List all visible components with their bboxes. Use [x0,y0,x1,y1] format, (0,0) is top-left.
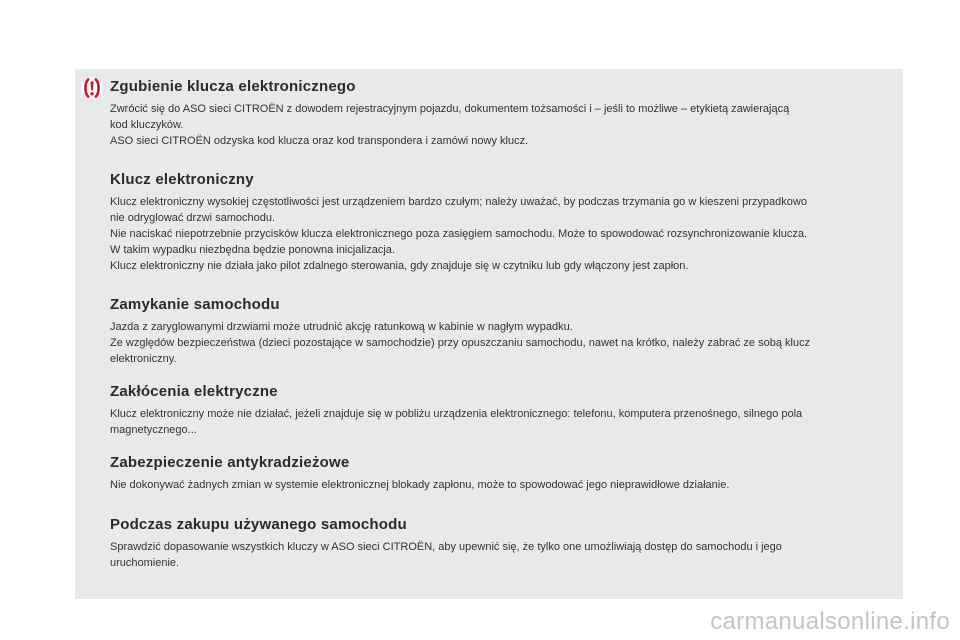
section-title: Zamykanie samochodu [110,296,280,314]
section-title: Podczas zakupu używanego samochodu [110,516,407,534]
body-line: Zwrócić się do ASO sieci CITROËN z dowodem rejestracyjnym pojazdu, dokumentem tożsamości i – jeśli to możliwe – etykietą zawierającą [110,103,790,115]
body-line: Sprawdzić dopasowanie wszystkich kluczy w ASO sieci CITROËN, aby upewnić się, że tylko one umożliwiają dostęp do samochodu i jego [110,541,782,554]
section-electrical-interference [110,381,900,439]
section-title: Zakłócenia elektryczne [110,382,278,400]
section-used-vehicle [110,514,900,572]
watermark: carmanualsonline.info [710,608,950,635]
section-title: Klucz elektroniczny [110,171,254,189]
body-line: magnetycznego... [110,423,197,436]
body-line: W takim wypadku niezbędna będzie ponowna inicjalizacja. [110,243,395,256]
body-line: Jazda z zaryglowanymi drzwiami może utrudnić akcję ratunkową w kabinie w nagłym wypadku. [110,321,573,334]
body-line: Ze względów bezpieczeństwa (dzieci pozostające w samochodzie) przy opuszczaniu samochodu, nawet na krótko, należy zabrać ze sobą klucz [110,337,811,350]
section-anti-theft [110,452,900,494]
body-line: Nie naciskać niepotrzebnie przycisków klucza elektronicznego poza zasięgiem samochodu. Może to spowodować rozsynchronizowanie klucza. [110,227,808,240]
section-title: Zabezpieczenie antykradzieżowe [110,454,350,472]
body-line: kod kluczyków. [110,118,184,131]
section-electronic-key [110,169,900,274]
body-line: Klucz elektroniczny wysokiej częstotliwości jest urządzeniem bardzo czułym; należy uważać, by podczas trzymania go w kieszeni przypadkowo [110,196,807,209]
body-line: uruchomienie. [110,556,180,569]
body-line: Klucz elektroniczny nie działa jako pilot zdalnego sterowania, gdy znajduje się w czytniku lub gdy włączony jest zapłon. [110,259,689,272]
body-line: Klucz elektroniczny może nie działać, jeżeli znajduje się w pobliżu urządzenia elektronicznego: telefonu, komputera przenośnego, silnego pola [110,407,803,420]
body-line: ASO sieci CITROËN odzyska kod klucza oraz kod transpondera i zamówi nowy klucz. [110,134,529,147]
warning-icon [80,76,104,100]
section-title: Zgubienie klucza elektronicznego [110,78,356,95]
body-line: nie odryglować drzwi samochodu. [110,212,276,225]
body-line: elektroniczny. [110,352,177,365]
body-line: Nie dokonywać żadnych zmian w systemie elektronicznej blokady zapłonu, może to spowodować jego nieprawidłowe działanie. [110,479,730,492]
section-locking-vehicle [110,294,900,367]
content [110,76,900,572]
section-lost-key [110,76,900,149]
